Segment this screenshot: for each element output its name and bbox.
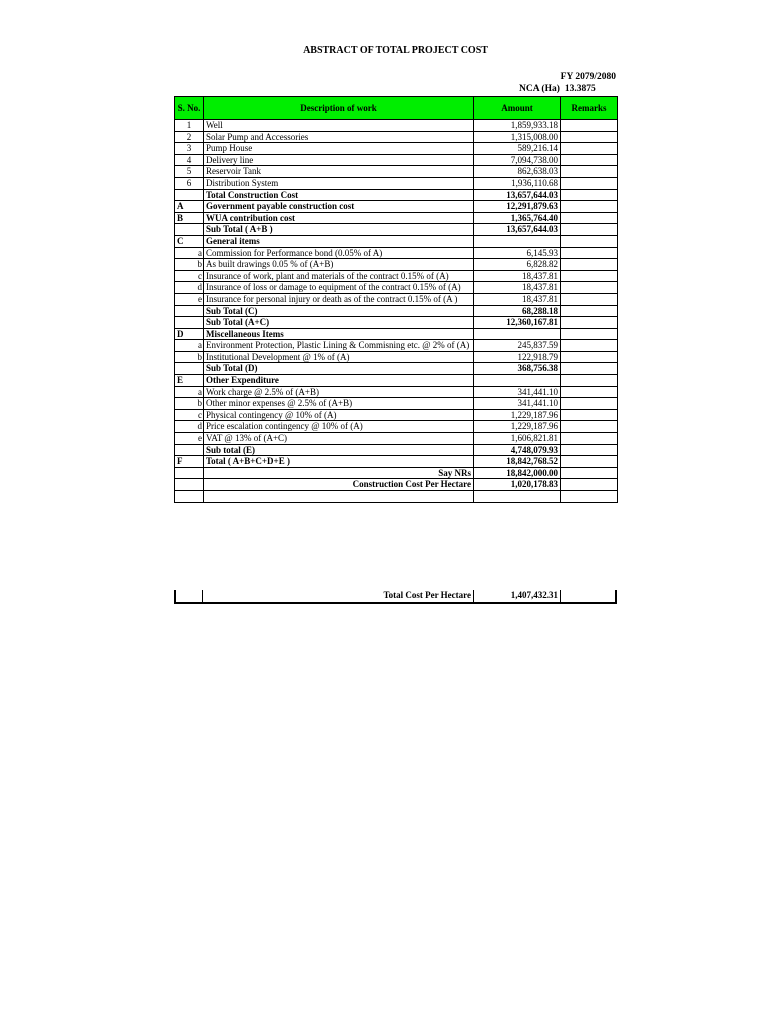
row-description: Institutional Development @ 1% of (A) [204, 351, 474, 363]
header-sno: S. No. [175, 97, 204, 120]
row-description: As built drawings 0.05 % of (A+B) [204, 259, 474, 271]
row-sno: a [175, 340, 204, 352]
row-description: Insurance for personal injury or death as of the contract 0.15% of (A ) [204, 293, 474, 305]
row-sno [175, 363, 204, 375]
row-description: Government payable construction cost [204, 201, 474, 213]
table-row [175, 456, 618, 468]
row-description: Environment Protection, Plastic Lining & Commisning etc. @ 2% of (A) [204, 340, 474, 352]
row-amount: 368,756.38 [474, 363, 561, 375]
row-amount: 1,365,764.40 [474, 212, 561, 224]
row-sno: 2 [175, 131, 204, 143]
row-description: Sub Total (C) [204, 305, 474, 317]
row-remarks [561, 189, 618, 201]
row-amount: 1,229,187.96 [474, 421, 561, 433]
row-amount: 1,315,008.00 [474, 131, 561, 143]
table-row [175, 282, 618, 294]
table-row [175, 143, 618, 155]
row-remarks [561, 363, 618, 375]
row-remarks [561, 351, 618, 363]
header-amount: Amount [474, 97, 561, 120]
row-description: Miscellaneous Items [204, 328, 474, 340]
table-row [175, 479, 618, 491]
total-cost-per-hectare-value: 1,407,432.31 [510, 590, 558, 600]
row-description: Total ( A+B+C+D+E ) [204, 456, 474, 468]
table-row [175, 398, 618, 410]
row-sno: C [175, 235, 204, 247]
nca-value: 13.3875 [564, 84, 596, 94]
row-remarks [561, 224, 618, 236]
table-row [175, 375, 618, 387]
row-description: Commission for Performance bond (0.05% of A) [204, 247, 474, 259]
row-sno: e [175, 433, 204, 445]
table-row [175, 363, 618, 375]
row-remarks [561, 131, 618, 143]
row-description: Physical contingency @ 10% of (A) [204, 409, 474, 421]
row-description: Construction Cost Per Hectare [204, 479, 474, 491]
nca-info [519, 84, 596, 94]
row-amount: 1,229,187.96 [474, 409, 561, 421]
row-sno [175, 479, 204, 491]
row-remarks [561, 317, 618, 329]
table-row [175, 270, 618, 282]
nca-label: NCA (Ha) [519, 84, 560, 94]
row-description: VAT @ 13% of (A+C) [204, 433, 474, 445]
row-remarks [561, 120, 618, 132]
table-row [175, 433, 618, 445]
row-amount: 1,020,178.83 [474, 479, 561, 491]
row-amount: 18,842,768.52 [474, 456, 561, 468]
row-description: Delivery line [204, 154, 474, 166]
row-remarks [561, 375, 618, 387]
row-sno: E [175, 375, 204, 387]
row-remarks [561, 386, 618, 398]
row-description: Say NRs [204, 467, 474, 479]
row-remarks [561, 433, 618, 445]
row-sno [175, 444, 204, 456]
row-amount: 245,837.59 [474, 340, 561, 352]
row-remarks [561, 293, 618, 305]
divider [202, 590, 203, 602]
row-sno: 1 [175, 120, 204, 132]
table-row [175, 189, 618, 201]
row-remarks [561, 166, 618, 178]
table-header-row [175, 97, 618, 120]
row-remarks [561, 467, 618, 479]
divider [560, 590, 561, 602]
row-remarks [561, 212, 618, 224]
table-row [175, 224, 618, 236]
row-sno: A [175, 201, 204, 213]
row-description: Sub Total ( A+B ) [204, 224, 474, 236]
row-remarks [561, 154, 618, 166]
row-remarks [561, 282, 618, 294]
table-row [175, 247, 618, 259]
row-amount: 12,360,167.81 [474, 317, 561, 329]
row-amount: 862,638.03 [474, 166, 561, 178]
row-remarks [561, 491, 618, 503]
page-title: ABSTRACT OF TOTAL PROJECT COST [303, 45, 488, 56]
row-description: Work charge @ 2.5% of (A+B) [204, 386, 474, 398]
table-row [175, 351, 618, 363]
row-sno: e [175, 293, 204, 305]
row-amount: 6,145.93 [474, 247, 561, 259]
row-remarks [561, 328, 618, 340]
table-row [175, 259, 618, 271]
divider [473, 590, 474, 602]
total-cost-per-hectare-label: Total Cost Per Hectare [383, 590, 471, 600]
row-remarks [561, 270, 618, 282]
row-amount: 18,437.81 [474, 270, 561, 282]
row-description: Distribution System [204, 177, 474, 189]
row-sno [175, 305, 204, 317]
row-amount: 68,288.18 [474, 305, 561, 317]
row-amount: 589,216.14 [474, 143, 561, 155]
table-row [175, 235, 618, 247]
table-row [175, 120, 618, 132]
table-row [175, 131, 618, 143]
row-sno: 3 [175, 143, 204, 155]
row-description: Pump House [204, 143, 474, 155]
row-description: Insurance of loss or damage to equipment of the contract 0.15% of (A) [204, 282, 474, 294]
row-amount [474, 491, 561, 503]
row-sno: F [175, 456, 204, 468]
row-remarks [561, 444, 618, 456]
row-amount [474, 235, 561, 247]
table-row [175, 154, 618, 166]
row-remarks [561, 143, 618, 155]
table-row [175, 212, 618, 224]
row-remarks [561, 456, 618, 468]
divider [615, 590, 617, 602]
row-description: Price escalation contingency @ 10% of (A) [204, 421, 474, 433]
row-description: Well [204, 120, 474, 132]
divider [174, 590, 176, 602]
row-remarks [561, 398, 618, 410]
row-sno: 6 [175, 177, 204, 189]
row-description: Other minor expenses @ 2.5% of (A+B) [204, 398, 474, 410]
row-amount: 1,859,933.18 [474, 120, 561, 132]
row-amount: 122,918.79 [474, 351, 561, 363]
row-description: Total Construction Cost [204, 189, 474, 201]
row-sno: B [175, 212, 204, 224]
row-amount: 341,441.10 [474, 386, 561, 398]
table-row [175, 444, 618, 456]
header-remarks: Remarks [561, 97, 618, 120]
row-remarks [561, 235, 618, 247]
table-row [175, 467, 618, 479]
row-description: WUA contribution cost [204, 212, 474, 224]
table-row [175, 386, 618, 398]
row-sno: c [175, 270, 204, 282]
row-amount: 1,936,110.68 [474, 177, 561, 189]
row-description: Other Expenditure [204, 375, 474, 387]
table-row [175, 293, 618, 305]
row-amount: 18,842,000.00 [474, 467, 561, 479]
row-sno: b [175, 351, 204, 363]
row-sno [175, 491, 204, 503]
row-remarks [561, 177, 618, 189]
row-amount [474, 328, 561, 340]
row-description: Sub Total (A+C) [204, 317, 474, 329]
row-remarks [561, 201, 618, 213]
row-amount: 18,437.81 [474, 293, 561, 305]
row-remarks [561, 305, 618, 317]
row-description: Reservoir Tank [204, 166, 474, 178]
table-row [175, 305, 618, 317]
row-description: Sub total (E) [204, 444, 474, 456]
row-remarks [561, 421, 618, 433]
fiscal-year: FY 2079/2080 [560, 72, 616, 82]
row-amount: 7,094,738.00 [474, 154, 561, 166]
row-description: Insurance of work, plant and materials of the contract 0.15% of (A) [204, 270, 474, 282]
table-row [175, 340, 618, 352]
row-amount: 13,657,644.03 [474, 224, 561, 236]
table-row [175, 409, 618, 421]
table-row [175, 166, 618, 178]
row-sno: a [175, 386, 204, 398]
row-sno: a [175, 247, 204, 259]
row-sno: D [175, 328, 204, 340]
row-remarks [561, 479, 618, 491]
row-amount: 1,606,821.81 [474, 433, 561, 445]
row-amount: 341,441.10 [474, 398, 561, 410]
row-amount: 12,291,879.63 [474, 201, 561, 213]
row-remarks [561, 340, 618, 352]
row-remarks [561, 259, 618, 271]
row-description: Solar Pump and Accessories [204, 131, 474, 143]
table-row [175, 201, 618, 213]
row-remarks [561, 409, 618, 421]
row-sno: 5 [175, 166, 204, 178]
cost-table [174, 96, 618, 503]
table-row [175, 177, 618, 189]
table-row [175, 317, 618, 329]
row-description [204, 491, 474, 503]
table-row [175, 491, 618, 503]
row-sno [175, 189, 204, 201]
row-sno: b [175, 259, 204, 271]
row-amount [474, 375, 561, 387]
table-row [175, 421, 618, 433]
row-description: General items [204, 235, 474, 247]
table-row [175, 328, 618, 340]
row-amount: 18,437.81 [474, 282, 561, 294]
row-amount: 4,748,079.93 [474, 444, 561, 456]
row-sno: c [175, 409, 204, 421]
row-sno [175, 317, 204, 329]
row-sno [175, 224, 204, 236]
row-sno: d [175, 282, 204, 294]
row-sno: d [175, 421, 204, 433]
row-description: Sub Total (D) [204, 363, 474, 375]
row-sno [175, 467, 204, 479]
total-cost-per-hectare-row [174, 588, 617, 604]
row-amount: 6,828.82 [474, 259, 561, 271]
row-remarks [561, 247, 618, 259]
row-sno: b [175, 398, 204, 410]
row-amount: 13,657,644.03 [474, 189, 561, 201]
row-sno: 4 [175, 154, 204, 166]
header-description: Description of work [204, 97, 474, 120]
